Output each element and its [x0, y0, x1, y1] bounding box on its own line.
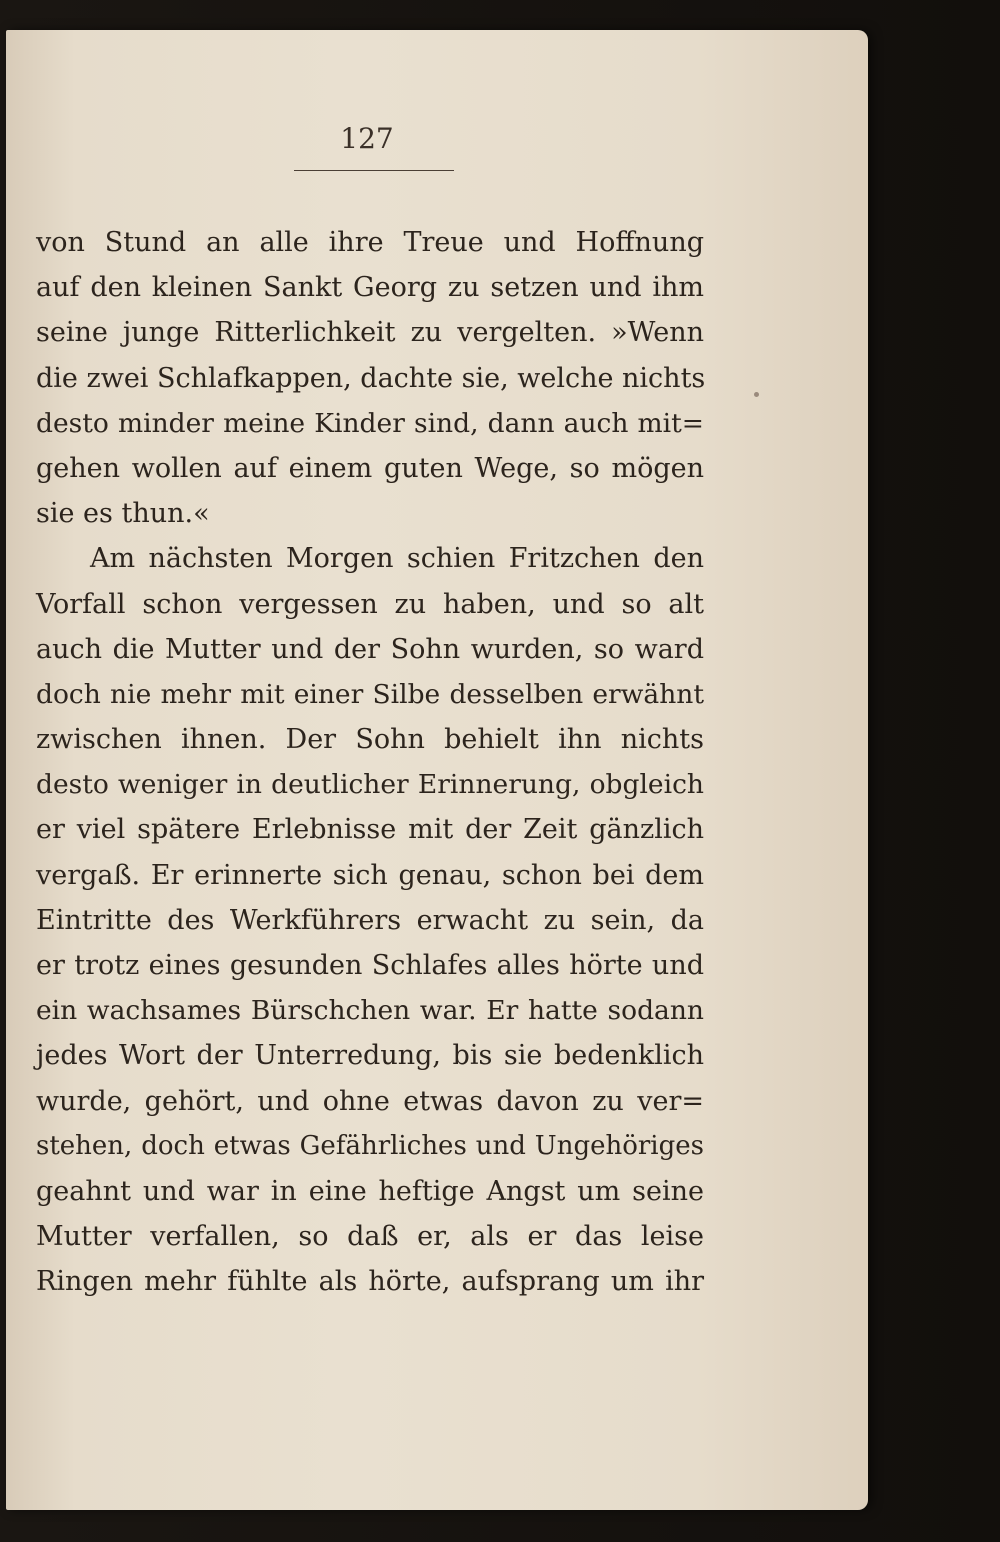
text-line: Ringen mehr fühlte als hörte, aufsprang um ihr [36, 1266, 704, 1298]
text-line: die zwei Schlafkappen, dachte sie, welche nichts [36, 362, 706, 394]
book-page [6, 30, 868, 1510]
text-line: wurde, gehört, und ohne etwas davon zu ver= [36, 1085, 704, 1117]
text-line: stehen, doch etwas Gefährliches und Ungehöriges [36, 1130, 704, 1161]
text-line: er trotz eines gesunden Schlafes alles hörte und [36, 950, 704, 981]
text-line: Vorfall schon vergessen zu haben, und so alt [36, 588, 704, 620]
text-line: desto minder meine Kinder sind, dann auch mit= [36, 407, 704, 439]
text-line: zwischen ihnen. Der Sohn behielt ihn nichts [36, 724, 704, 756]
text-line: von Stund an alle ihre Treue und Hoffnung [36, 227, 704, 258]
text-line: Eintritte des Werkführers erwacht zu sein, da [36, 904, 704, 936]
text-line: Mutter verfallen, so daß er, als er das leise [36, 1221, 704, 1253]
text-line: auf den kleinen Sankt Georg zu setzen und ihm [36, 272, 704, 304]
paper-speck [754, 392, 759, 397]
text-line: sie es thun.« [36, 498, 210, 530]
text-line: desto weniger in deutlicher Erinnerung, obgleich [36, 769, 704, 801]
text-line: ein wachsames Bürschchen war. Er hatte sodann [36, 995, 704, 1027]
text-line: er viel spätere Erlebnisse mit der Zeit gänzlich [36, 814, 704, 846]
text-line: seine junge Ritterlichkeit zu vergelten. »Wenn [36, 317, 704, 349]
text-line: vergaß. Er erinnerte sich genau, schon bei dem [36, 859, 704, 891]
text-line: auch die Mutter und der Sohn wurden, so ward [36, 633, 704, 665]
text-line: doch nie mehr mit einer Silbe desselben erwähnt [36, 678, 704, 710]
text-line: geahnt und war in eine heftige Angst um seine [36, 1175, 704, 1207]
text-line: gehen wollen auf einem guten Wege, so mögen [36, 452, 704, 484]
page-number: 127 [340, 122, 394, 155]
text-line: Am nächsten Morgen schien Fritzchen den [90, 543, 704, 575]
body-text [36, 220, 704, 1305]
text-line: jedes Wort der Unterredung, bis sie bedenklich [36, 1040, 704, 1072]
header-rule [294, 170, 454, 171]
